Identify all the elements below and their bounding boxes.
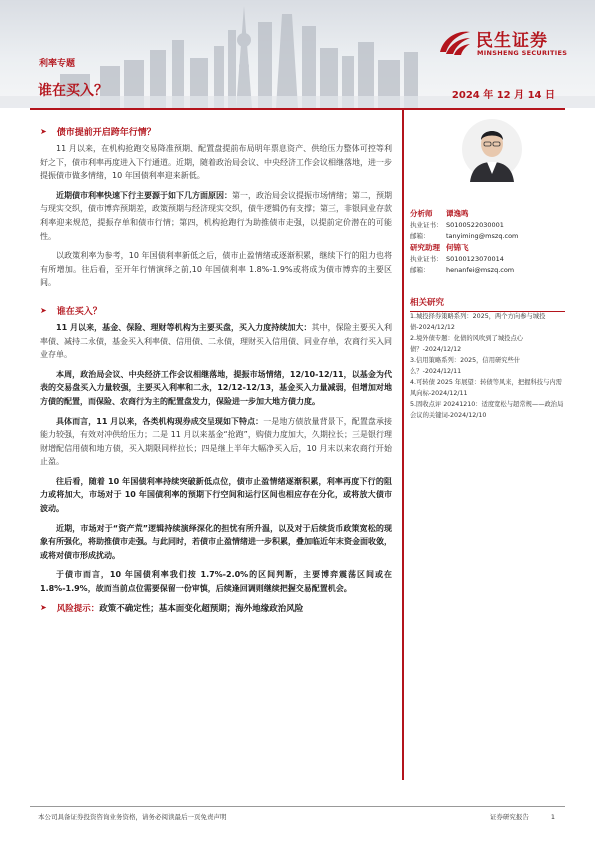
related-research-item[interactable]: 4.可转债 2025 年展望：转债等风来，把握科技与内需风向标-2024/12/11 — [410, 379, 562, 397]
section-heading-text: 谁在买入？ — [56, 306, 102, 317]
related-research-item[interactable]: 2.境外债专题：化债的风吹到了城投点心债？-2024/12/12 — [410, 335, 524, 353]
sections-container — [40, 125, 392, 596]
header-banner — [0, 0, 595, 108]
paragraph-run: 往后看，随着 10 年国债利率持续突破新低点位，债市止盈情绪逐渐积累，利率再度下行的阻力或将加大，市场对于 10 年国债利率的预期下行空间和运行区间也相应存在分化，或将放大债市波动。 — [40, 476, 392, 514]
section-spacer — [40, 296, 392, 304]
analyst-2-cert: 执业证书： S0100123070014 — [410, 255, 504, 263]
risk-warning — [40, 602, 392, 614]
related-research-item[interactable]: 5.固收点评 20241210：适度宽松与超常规——政治局会议的关键词-2024/12/10 — [410, 401, 564, 419]
report-date: 2024 年 12 月 14 日 — [451, 90, 555, 101]
analyst-2-email-link[interactable]: henanfei@mszq.com — [446, 266, 515, 274]
risk-text: 政策不确定性；基本面变化超预期；海外地缘政治风险 — [99, 603, 304, 614]
page-number: 1 — [550, 813, 555, 821]
footer-divider — [30, 806, 565, 807]
paragraph-run: 一是地方债放量背景下，配置盘承接能力较强，有效对冲供给压力；二是 11 月以来基金“抢跑”，购债力度加大，久期拉长；三是银行理财增配信用债和地方债，买入期限同样拉长；四是继上半年大幅净买入后，10 月末以来农商行开始止盈。 — [40, 416, 392, 467]
paragraph-run: 具体而言，11 月以来，各类机构现券成交呈现如下特点： — [56, 416, 264, 426]
arrow-icon: ➤ — [40, 603, 47, 613]
paragraph-run: 11 月以来，在机构抢跑交易降准预期、配置盘提前布局明年票息资产、供给压力整体可控等利好之下，债市利率再度进入下行通道。近期，随着政治局会议、中央经济工作会议相继落地，进一步提振债市做多情绪，10 年国债利率迎来新低。 — [40, 144, 392, 181]
page-title: 谁在买入？ — [38, 83, 108, 99]
arrow-icon: ➤ — [40, 127, 47, 136]
paragraph — [40, 415, 392, 469]
related-research-heading: 相关研究 — [410, 296, 565, 312]
section-heading — [40, 125, 392, 138]
analyst-1-cert: 执业证书： S0100522030001 — [410, 221, 504, 229]
logo-mark-icon — [436, 26, 472, 58]
paragraph-run: 近期债市利率快速下行主要源于如下几方面原因： — [56, 190, 232, 200]
analyst-1-name: 谭逸鸣 — [446, 209, 469, 218]
header-divider — [30, 108, 565, 110]
analyst-info — [410, 208, 565, 276]
paragraph — [40, 475, 392, 516]
analyst-1-row — [410, 208, 565, 220]
company-logo — [436, 24, 576, 64]
logo-text-en: MINSHENG SECURITIES — [477, 49, 568, 57]
paragraph — [40, 249, 392, 290]
related-research-list — [410, 312, 565, 422]
analyst-2-name: 何锦飞 — [446, 243, 469, 252]
footer-disclaimer: 本公司具备证券投资咨询业务资格，请务必阅读最后一页免责声明 — [38, 813, 227, 821]
analyst-1-role: 分析师 — [410, 209, 433, 218]
risk-label: 风险提示： — [56, 603, 100, 614]
paragraph — [40, 368, 392, 409]
paragraph — [40, 568, 392, 595]
analyst-2-row — [410, 242, 565, 254]
related-research-item[interactable]: 1.城投择券策略系列：2025，两个方向参与城投债-2024/12/12 — [410, 313, 546, 331]
paragraph — [40, 522, 392, 563]
related-research-item[interactable]: 3.信用策略系列：2025，信用研究些什么？-2024/12/11 — [410, 357, 521, 375]
footer-report-type: 证券研究报告 — [489, 813, 529, 821]
analyst-photo — [462, 116, 522, 182]
paragraph — [40, 189, 392, 243]
column-divider — [402, 110, 404, 780]
paragraph-run: 近期，市场对于“资产荒”逻辑持续演绎深化的担忧有所升温，以及对于后续货币政策宽松的现象有所强化，将助推债市走强。与此同时，若债市止盈情绪进一步积累，叠加临近年末资金面收敛，或将对债市形成扰动。 — [40, 523, 392, 560]
section-heading — [40, 304, 392, 317]
footer-right — [490, 812, 555, 821]
analyst-2-mail: 邮箱： henanfei@mszq.com — [410, 266, 515, 274]
paragraph-run: 其中，保险主要买入利率债、减持二永债，基金买入利率债、信用债、二永债，理财买入信用债、同业存单，农商行买入同业存单。 — [40, 322, 392, 360]
analyst-1-email-link[interactable]: tanyiming@mszq.com — [446, 232, 519, 240]
report-category: 利率专题 — [39, 59, 76, 69]
analyst-1-mail: 邮箱： tanyiming@mszq.com — [410, 232, 519, 240]
main-content — [40, 125, 392, 614]
paragraph — [40, 142, 392, 183]
paragraph-run: 于债市而言，10 年国债利率我们按 1.7%-2.0%的区间判断，主要博弈震荡区间或在 1.8%-1.9%，故而当前点位需要保留一份审慎，后续逢回调则继续把握交易配置机会。 — [40, 570, 392, 594]
paragraph-run: 本周，政治局会议、中央经济工作会议相继落地，提振市场情绪，12/10-12/11，以基金为代表的交易盘买入力量较强，主要买入利率和二永，12/12-12/13，基金买入力量减弱，但增加对地方债的配置，而保险、农商行为主的配置盘发力，保险进一步加大地方债力度。 — [40, 369, 392, 406]
arrow-icon: ➤ — [40, 305, 47, 315]
logo-text-cn: 民生证券 — [476, 31, 548, 51]
section-heading-text: 债市提前开启跨年行情？ — [56, 128, 156, 138]
analyst-2-role: 研究助理 — [410, 243, 440, 252]
paragraph-run: 11 月以来，基金、保险、理财等机构为主要买盘，买入力度持续加大： — [56, 322, 312, 332]
paragraph-run: 以政策利率为参考，10 年国债利率新低之后，债市止盈情绪或逐渐积累，继续下行的阻力也将有所增加。往后看，至开年行情演绎之前,10 年国债利率 1.8%-1.9%或将成为债市博弈的主要区间。 — [40, 251, 392, 288]
paragraph — [40, 321, 392, 362]
paragraph-run: 第一，政治局会议提振市场情绪；第二，预期与现实交织，债市博弈预期差，政策预期与经济现实交织，债牛逻辑仍有支撑；第三，非银同业存款利率迎来规范，提振存单和债市行情；第四，机构抢跑行为助推债市走强，以提前定价潜在的可能性。 — [40, 190, 392, 241]
